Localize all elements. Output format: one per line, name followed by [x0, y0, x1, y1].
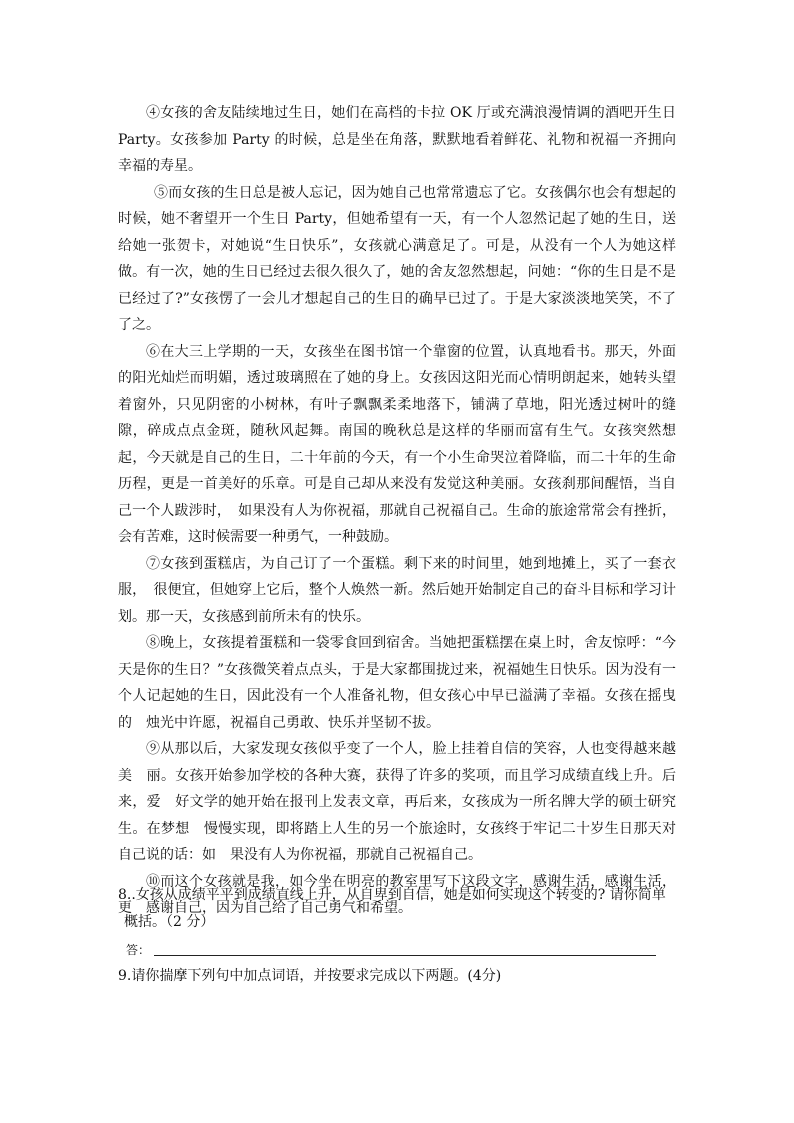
- paragraph-4: ④女孩的舍友陆续地过生日，她们在高档的卡拉 OK 厅或充满浪漫情调的酒吧开生日 Party。女孩参加 Party 的时候，总是坐在角落，默默地看着鲜花、礼物和祝福一齐拥向幸福的寿星。: [118, 105, 676, 174]
- question-9: [118, 963, 678, 990]
- question-8: [118, 882, 678, 935]
- question-8-text: 8..女孩从成绩平平到成绩直线上升，从自卑到自信，她是如何实现这个转变的? 请你简单: [118, 887, 666, 903]
- answer-label: 答：: [126, 943, 151, 957]
- paragraph-9: ⑨从那以后，大家发现女孩似乎变了一个人，脸上挂着自信的笑容，人也变得越来越美 丽。女孩开始参加学校的各种大赛，获得了许多的奖项，而且学习成绩直线上升。后来，爱 好文学的她开始在报刊上发表文章，再后来，女孩成为一所名牌大学的硕士研究生。在梦想 慢慢实现，即将踏上人生的另一个旅途时，女孩终于牢记二十岁生日那天对自己说的话：如 果没有人为你祝福，那就自己祝福自己。: [118, 741, 676, 863]
- paragraph-6: ⑥在大三上学期的一天，女孩坐在图书馆一个靠窗的位置，认真地看书。那天，外面的阳光灿烂而明媚，透过玻璃照在了她的身上。女孩因这阳光而心情明朗起来，她转头望着窗外，只见阴密的小树林，有叶子飘飘柔柔地落下，铺满了草地，阳光透过树叶的缝隙，碎成点点金斑，随秋风起舞。南国的晚秋总是这样的华丽而富有生气。女孩突然想起，今天就是自己的生日，二十年前的今天，有一个小生命哭泣着降临，而二十年的生命历程，更是一首美好的乐章。可是自己却从来没有发觉这种美丽。女孩刹那间醒悟，当自己一个人跋涉时， 如果没有人为你祝福，那就自己祝福自己。生命的旅途常常会有挫折，会有苦难，这时候需要一种勇气，一种鼓励。: [118, 343, 676, 545]
- paragraph-8: ⑧晚上，女孩提着蛋糕和一袋零食回到宿舍。当她把蛋糕摆在桌上时，舍友惊呼：“今 天是你的生日？”女孩微笑着点点头，于是大家都围拢过来，祝福她生日快乐。因为没有一 个人记起她的生日，因此没有一个人准备礼物，但女孩心中早已溢满了幸福。女孩在摇曳的 烛光中许愿，祝福自己勇敢、快乐并坚韧不拔。: [118, 635, 690, 731]
- paragraph-10: ⑩而这个女孩就是我，如今坐在明亮的教室里写下这段文字，感谢生活，感谢生活，更 感谢自己，因为自己给了自己勇气和希望。: [118, 873, 676, 916]
- paragraph-5: ⑤而女孩的生日总是被人忘记，因为她自己也常常遗忘了它。女孩偶尔也会有想起的时候，她不奢望开一个生日 Party，但她希望有一天，有一个人忽然记起了她的生日，送给她一张贺卡，对她说“生日快乐”，女孩就心满意足了。可是，从没有一个人为她这样做。有一次，她的生日已经过去很久很久了，她的舍友忽然想起，问她：“你的生日是不是已经过了?”女孩愣了一会儿才想起自己的生日的确早已过了。于是大家淡淡地笑笑，不了了之。: [118, 184, 676, 333]
- reading-passage: [118, 100, 690, 922]
- answer-underline: [154, 955, 656, 956]
- question-9-text: 9.请你揣摩下列句中加点词语，并按要求完成以下两题。(4分): [118, 968, 502, 984]
- answer-line[interactable]: [126, 940, 656, 960]
- paragraph-7: ⑦女孩到蛋糕店，为自己订了一个蛋糕。剩下来的时间里，她到地摊上，买了一套衣服， 很便宜，但她穿上它后，整个人焕然一新。然后她开始制定自己的奋斗目标和学习计划。那一天，女孩感到前所未有的快乐。: [118, 555, 676, 625]
- question-8-text-continued: 概括。（2 分）: [124, 913, 215, 930]
